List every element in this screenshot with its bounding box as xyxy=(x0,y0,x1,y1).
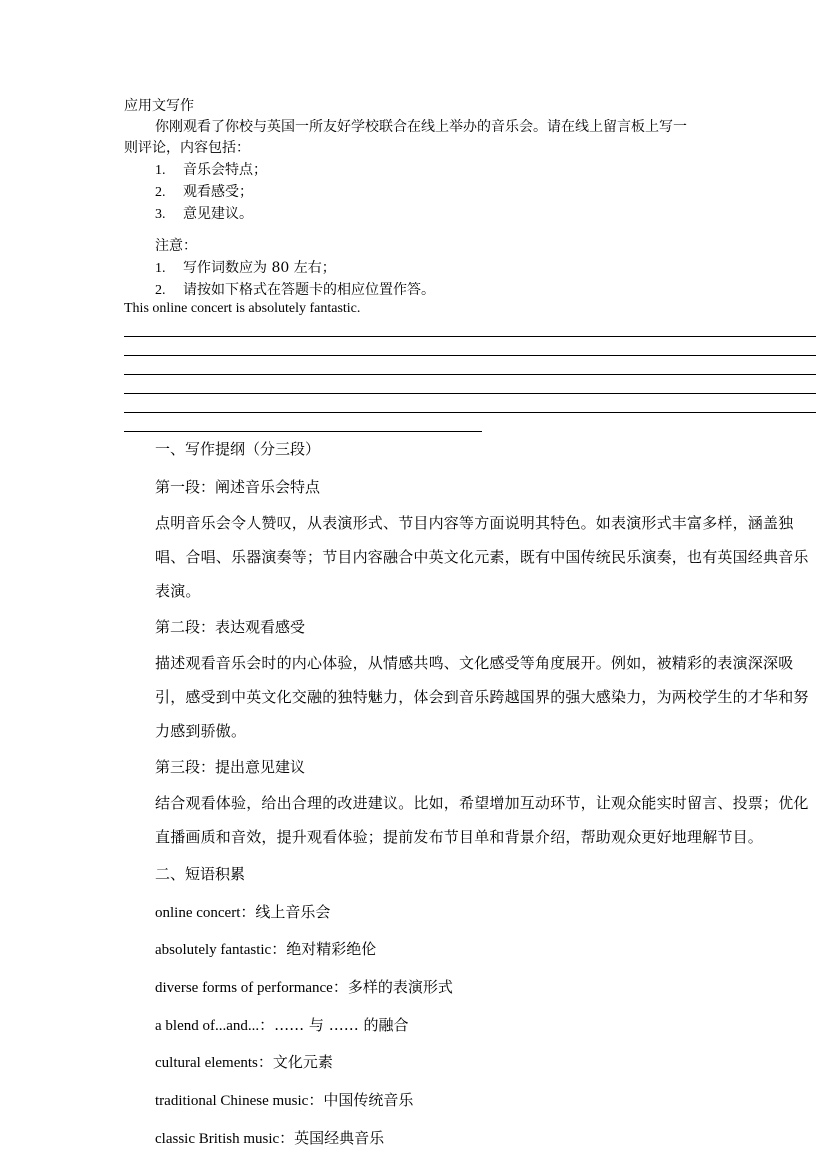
phrase-item: online concert：线上音乐会 xyxy=(155,903,331,921)
phrase-item: traditional Chinese music：中国传统音乐 xyxy=(155,1091,414,1109)
note-item-text: 请按如下格式在答题卡的相应位置作答。 xyxy=(183,282,435,298)
phrase-chinese: …… 与 …… 的融合 xyxy=(274,1016,409,1034)
task-title: 应用文写作 xyxy=(124,98,194,114)
phrase-chinese: 英国经典音乐 xyxy=(294,1129,385,1147)
section-body: 结合观看体验，给出合理的改进建议。比如，希望增加互动环节，让观众能实时留言、投票；优化直播画质和音效，提升观看体验；提前发布节目单和背景介绍，帮助观众更好地理解节目。 xyxy=(155,794,809,846)
answer-line xyxy=(124,336,816,337)
note-item-number: 2. xyxy=(155,283,166,298)
phrase-item: cultural elements：文化元素 xyxy=(155,1053,333,1071)
note-item-text: 写作词数应为 80 左右； xyxy=(183,260,336,276)
outline-heading: 一、写作提纲（分三段） xyxy=(155,440,321,458)
note-item-number: 1. xyxy=(155,261,166,276)
phrase-english: diverse forms of performance xyxy=(155,980,333,996)
note-title: 注意： xyxy=(155,238,197,254)
opening-sentence: This online concert is absolutely fantastic. xyxy=(124,301,361,316)
phrase-chinese: 多样的表演形式 xyxy=(347,978,453,996)
task-item-text: 观看感受； xyxy=(183,184,253,200)
answer-line xyxy=(124,393,816,394)
section-title: 第三段：提出意见建议 xyxy=(155,758,306,776)
phrase-item: classic British music：英国经典音乐 xyxy=(155,1129,385,1147)
note-item xyxy=(155,258,336,279)
phrase-english: online concert xyxy=(155,905,241,921)
task-item-number: 2. xyxy=(155,185,166,200)
task-item-text: 意见建议。 xyxy=(183,206,253,222)
phrase-english: cultural elements xyxy=(155,1055,258,1071)
phrase-english: traditional Chinese music xyxy=(155,1093,309,1109)
phrase-chinese: 中国传统音乐 xyxy=(323,1091,414,1109)
task-item xyxy=(155,182,253,203)
task-item-text: 音乐会特点； xyxy=(183,162,267,178)
phrase-english: a blend of...and... xyxy=(155,1018,260,1034)
phrase-item: absolutely fantastic：绝对精彩绝伦 xyxy=(155,940,377,958)
phrase-chinese: 文化元素 xyxy=(272,1053,333,1071)
phrase-chinese: 绝对精彩绝伦 xyxy=(286,940,377,958)
phrase-item: diverse forms of performance：多样的表演形式 xyxy=(155,978,453,996)
task-item xyxy=(155,160,267,181)
note-item xyxy=(155,280,435,301)
section-title: 第二段：表达观看感受 xyxy=(155,618,306,636)
phrase-item: a blend of...and...：…… 与 …… 的融合 xyxy=(155,1016,409,1034)
phrases-heading: 二、短语积累 xyxy=(155,865,246,883)
task-item xyxy=(155,204,253,225)
task-prompt-line-1: 你刚观看了你校与英国一所友好学校联合在线上举办的音乐会。请在线上留言板上写一 xyxy=(155,119,687,135)
answer-line xyxy=(124,412,816,413)
section-body: 描述观看音乐会时的内心体验，从情感共鸣、文化感受等角度展开。例如，被精彩的表演深深吸引，感受到中英文化交融的独特魅力，体会到音乐跨越国界的强大感染力，为两校学生的才华和努力感到骄傲。 xyxy=(155,654,809,740)
phrase-chinese: 线上音乐会 xyxy=(255,903,331,921)
task-item-number: 1. xyxy=(155,163,166,178)
section-title: 第一段：阐述音乐会特点 xyxy=(155,478,321,496)
task-item-number: 3. xyxy=(155,207,166,222)
task-prompt-line-2: 则评论，内容包括： xyxy=(124,140,250,156)
section-body: 点明音乐会令人赞叹，从表演形式、节目内容等方面说明其特色。如表演形式丰富多样，涵盖独唱、合唱、乐器演奏等；节目内容融合中英文化元素，既有中国传统民乐演奏，也有英国经典音乐表演。 xyxy=(155,514,809,600)
answer-line xyxy=(124,355,816,356)
answer-line-short xyxy=(124,431,482,432)
answer-line xyxy=(124,374,816,375)
phrase-english: absolutely fantastic xyxy=(155,942,272,958)
phrase-english: classic British music xyxy=(155,1131,280,1147)
